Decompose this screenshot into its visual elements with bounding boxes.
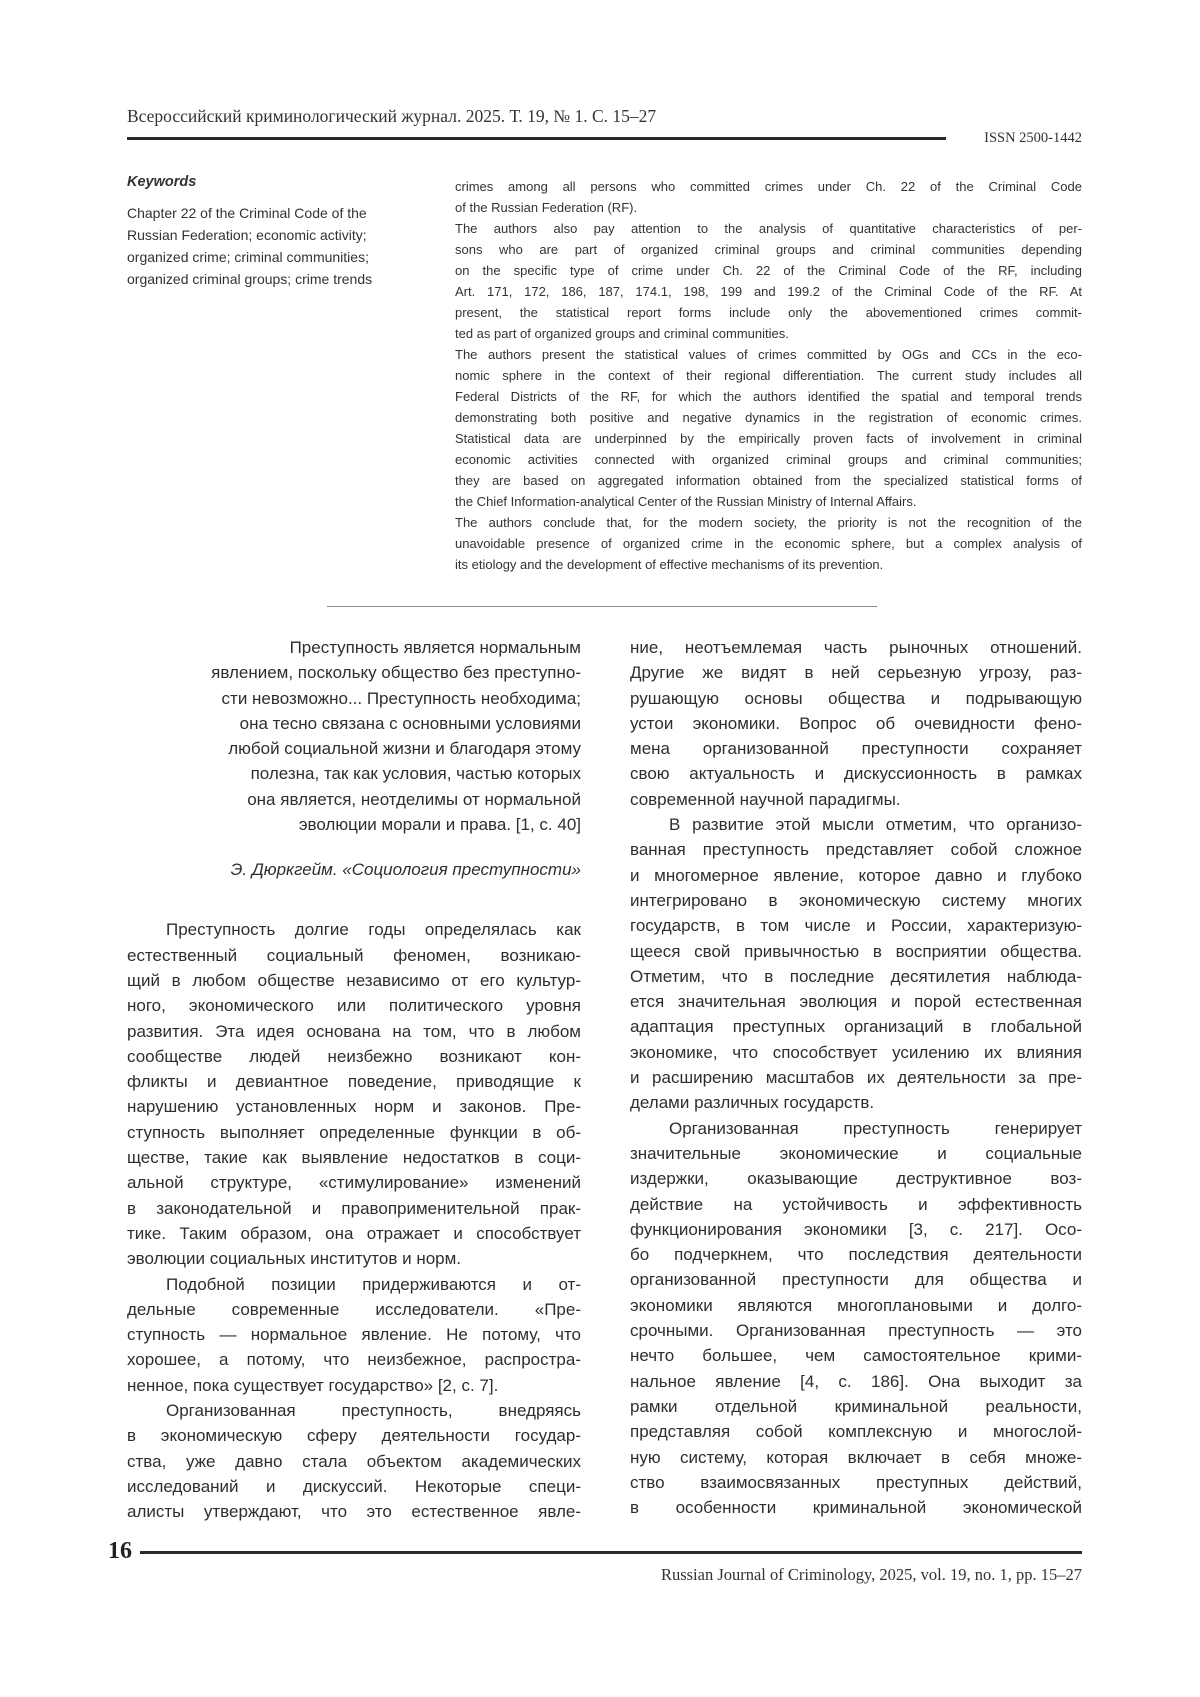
text-line: экономике, что способствует усилению их влияния [630,1040,1082,1065]
text-line: дельные современные исследователи. «Пре- [127,1297,581,1322]
header-rule [127,137,946,140]
text-line: ступность — нормальное явление. Не потому, что [127,1322,581,1347]
text-line: рушающую основы общества и подрывающую [630,686,1082,711]
text-line: функционирования экономики [3, с. 217]. Осо- [630,1217,1082,1242]
text-line: ную систему, которая включает в себя множе- [630,1445,1082,1470]
text-line: Отметим, что в последние десятилетия наблюда- [630,964,1082,989]
body-column-right [630,635,1082,1520]
text-line: ступность выполняет определенные функции в об- [127,1120,581,1145]
text-line: рамки отдельной криминальной реальности, [630,1394,1082,1419]
text-line: интегрировано в экономическую систему многих [630,888,1082,913]
body-column-left [127,635,581,1525]
text-line: Statistical data are underpinned by the empirically proven facts of involvement in criminal [455,428,1082,449]
text-line: ществе, такие как выявление недостатков в соци- [127,1145,581,1170]
section-separator [327,606,877,607]
text-line: фликты и девиантное поведение, приводящие к [127,1069,581,1094]
text-line: адаптация преступных организаций в глобальной [630,1014,1082,1039]
text-line: щий в любом обществе независимо от его культур- [127,968,581,993]
running-header-journal-title: Всероссийский криминологический журнал. 2025. Т. 19, № 1. С. 15–27 [127,106,656,127]
text-line: ненное, пока существует государство» [2, с. 7]. [127,1373,581,1398]
text-line: тике. Таким образом, она отражает и способствует [127,1221,581,1246]
running-footer-journal-title: Russian Journal of Criminology, 2025, vol. 19, no. 1, pp. 15–27 [500,1565,1082,1585]
epigraph-quote [127,635,581,837]
text-line: в законодательной и правоприменительной прак- [127,1196,581,1221]
epigraph-line: любой социальной жизни и благодаря этому [127,736,581,761]
text-line: свою актуальность и дискуссионность в рамках [630,761,1082,786]
text-line: в экономическую сферу деятельности государ- [127,1423,581,1448]
text-line: государств, в том числе и России, характеризую- [630,913,1082,938]
text-line: естественный социальный феномен, возникаю- [127,943,581,968]
text-line: представляя собой комплексную и многослой- [630,1419,1082,1444]
abstract-text [455,176,1082,575]
text-line: экономики являются многоплановыми и долго- [630,1293,1082,1318]
text-line: бо подчеркнем, что последствия деятельности [630,1242,1082,1267]
text-line: алисты утверждают, что это естественное явле- [127,1499,581,1524]
text-line: ется значительная эволюция и порой естественная [630,989,1082,1014]
keywords-line: Russian Federation; economic activity; [127,224,427,246]
epigraph-line: она тесно связана с основными условиями [127,711,581,736]
epigraph-line: явлением, поскольку общество без преступно- [127,660,581,685]
text-line: unavoidable presence of organized crime in the economic sphere, but a complex analysis of [455,533,1082,554]
text-line: эволюции социальных институтов и норм. [127,1246,581,1271]
text-line: делами различных государств. [630,1090,1082,1115]
epigraph-line: сти невозможно... Преступность необходима; [127,686,581,711]
text-line: мена организованной преступности сохраняет [630,736,1082,761]
text-line: economic activities connected with organized criminal groups and criminal communities; [455,449,1082,470]
text-line: нальное явление [4, с. 186]. Она выходит за [630,1369,1082,1394]
left-paragraphs [127,917,581,1524]
text-line: present, the statistical report forms include only the abovementioned crimes commit- [455,302,1082,323]
text-line: сообществе людей неизбежно возникают кон- [127,1044,581,1069]
text-line: ванная преступность представляет собой сложное [630,837,1082,862]
text-line: организованной преступности для общества и [630,1267,1082,1292]
text-line: в особенности криминальной экономической [630,1495,1082,1520]
text-line: значительные экономические и социальные [630,1141,1082,1166]
text-line: ние, неотъемлемая часть рыночных отношений. [630,635,1082,660]
keywords-heading: Keywords [127,174,196,190]
footer-rule [140,1551,1082,1554]
text-line: ного, экономического или политического уровня [127,993,581,1018]
text-line: nomic sphere in the context of their regional differentiation. The current study includes all [455,365,1082,386]
text-line: of the Russian Federation (RF). [455,197,1082,218]
epigraph-line: Преступность является нормальным [127,635,581,660]
keywords-list [127,202,427,290]
keywords-line: organized crime; criminal communities; [127,246,427,268]
epigraph-line: эволюции морали и права. [1, с. 40] [127,812,581,837]
text-line: В развитие этой мысли отметим, что организо- [630,812,1082,837]
text-line: The authors conclude that, for the modern society, the priority is not the recognition of the [455,512,1082,533]
epigraph-attribution: Э. Дюркгейм. «Социология преступности» [127,857,581,883]
text-line: on the specific type of crime under Ch. 22 of the Criminal Code of the RF, including [455,260,1082,281]
text-line: sons who are part of organized criminal groups and criminal communities depending [455,239,1082,260]
text-line: demonstrating both positive and negative dynamics in the registration of economic crimes. [455,407,1082,428]
text-line: устои экономики. Вопрос об очевидности фено- [630,711,1082,736]
issn-label: ISSN 2500-1442 [948,130,1082,147]
keywords-line: Chapter 22 of the Criminal Code of the [127,202,427,224]
text-line: Преступность долгие годы определялась как [127,917,581,942]
keywords-line: organized criminal groups; crime trends [127,268,427,290]
page-number: 16 [108,1538,132,1565]
text-line: Организованная преступность, внедряясь [127,1398,581,1423]
text-line: Организованная преступность генерирует [630,1116,1082,1141]
epigraph-line: полезна, так как условия, частью которых [127,761,581,786]
text-line: crimes among all persons who committed crimes under Ch. 22 of the Criminal Code [455,176,1082,197]
text-line: действие на устойчивость и эффективность [630,1192,1082,1217]
text-line: Federal Districts of the RF, for which the authors identified the spatial and temporal trends [455,386,1082,407]
text-line: its etiology and the development of effective mechanisms of its prevention. [455,554,1082,575]
text-line: нарушению установленных норм и законов. Пре- [127,1094,581,1119]
text-line: и многомерное явление, которое давно и глубоко [630,863,1082,888]
text-line: исследований и дискуссий. Некоторые специ- [127,1474,581,1499]
text-line: срочными. Организованная преступность — это [630,1318,1082,1343]
text-line: развития. Эта идея основана на том, что в любом [127,1019,581,1044]
text-line: Другие же видят в ней серьезную угрозу, раз- [630,660,1082,685]
text-line: альной структуре, «стимулирование» изменений [127,1170,581,1195]
text-line: ство взаимосвязанных преступных действий, [630,1470,1082,1495]
text-line: щееся свой привычностью в восприятии общества. [630,939,1082,964]
text-line: The authors present the statistical values of crimes committed by OGs and CCs in the eco- [455,344,1082,365]
epigraph-line: она является, неотделимы от нормальной [127,787,581,812]
text-line: The authors also pay attention to the analysis of quantitative characteristics of per- [455,218,1082,239]
text-line: и расширению масштабов их деятельности за пре- [630,1065,1082,1090]
text-line: издержки, оказывающие деструктивное воз- [630,1166,1082,1191]
text-line: современной научной парадигмы. [630,787,1082,812]
text-line: they are based on aggregated information obtained from the specialized statistical forms of [455,470,1082,491]
text-line: Art. 171, 172, 186, 187, 174.1, 198, 199 and 199.2 of the Criminal Code of the RF. At [455,281,1082,302]
text-line: хорошее, а потому, что неизбежное, распростра- [127,1347,581,1372]
text-line: the Chief Information-analytical Center of the Russian Ministry of Internal Affairs. [455,491,1082,512]
text-line: нечто большее, чем самостоятельное крими- [630,1343,1082,1368]
text-line: Подобной позиции придерживаются и от- [127,1272,581,1297]
text-line: ства, уже давно стала объектом академических [127,1449,581,1474]
text-line: ted as part of organized groups and criminal communities. [455,323,1082,344]
